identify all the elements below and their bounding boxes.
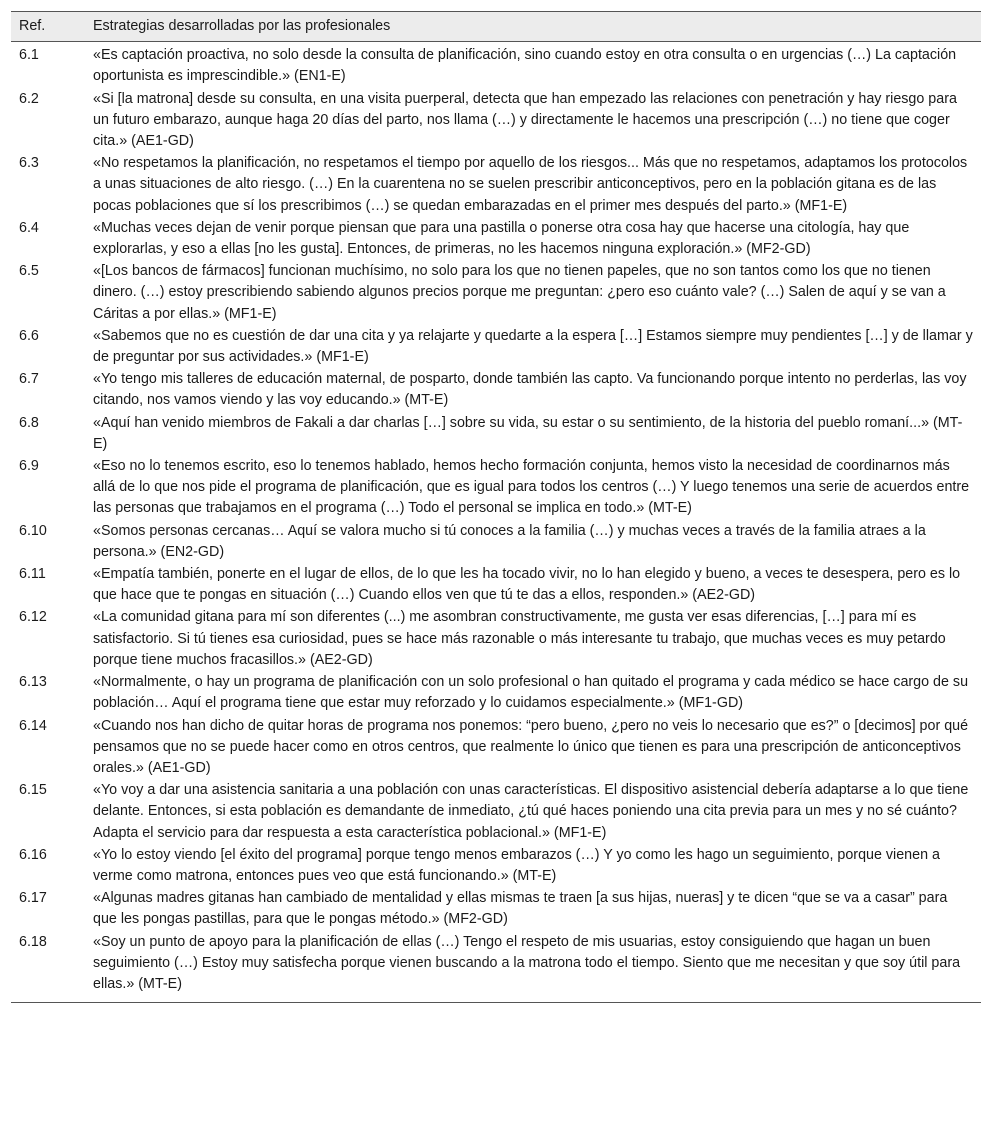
- strategies-table: [11, 11, 981, 1003]
- row-quote: «Yo voy a dar una asistencia sanitaria a una población con unas características. El dispositivo asistencial debería adaptarse a lo que tiene delante. Entonces, si esta población es demandante de inmediato, ¿tú qué haces poniendo una cita previa para un mes y no sé cuánto? Adapta el servicio para dar respuesta a esta característica poblacional.» (MF1-E): [93, 782, 969, 841]
- table-row: [11, 326, 981, 369]
- table-row: [11, 888, 981, 931]
- row-quote: «Es captación proactiva, no solo desde la consulta de planificación, sino cuando estoy en otra consulta o en urgencias (…) La captación oportunista es imprescindible.» (EN1-E): [93, 47, 957, 85]
- table-row: [11, 672, 981, 715]
- row-ref: 6.10: [19, 522, 47, 539]
- row-quote: «Aquí han venido miembros de Fakali a dar charlas […] sobre su vida, su estar o su sentimiento, de la historia del pueblo romaní...» (MT-E): [93, 414, 963, 452]
- row-ref: 6.3: [19, 155, 39, 172]
- row-ref: 6.7: [19, 371, 39, 388]
- row-quote: «No respetamos la planificación, no respetamos el tiempo por aquello de los riesgos... Más que no respetamos, adaptamos los protocolos a unas situaciones de alto riesgo. (…) En la cuarentena no se suelen prescribir anticonceptivos, pero en la población gitana es de las pocas poblaciones que sí los prescribimos (…) se quedan embarazadas en el primer mes después del parto.» (MF1-E): [93, 155, 968, 214]
- row-ref: 6.4: [19, 219, 39, 236]
- row-quote: «La comunidad gitana para mí son diferentes (...) me asombran constructivamente, me gusta ver esas diferencias, […] para mí es satisfactorio. Si tú tienes esa curiosidad, pues se hace más razonable o más interesante tu trabajo, que muchas veces es muy petardo porque tiene muchos fracasillos.» (AE2-GD): [93, 609, 946, 668]
- row-quote: «Normalmente, o hay un programa de planificación con un solo profesional o han quitado el programa y cada médico se hace cargo de su población… Aquí el programa tiene que estar muy reforzado y lo cuidamos especialmente.» (MF1-GD): [93, 674, 969, 712]
- row-ref: 6.17: [19, 890, 47, 907]
- row-ref: 6.6: [19, 327, 39, 344]
- table-body: [11, 42, 981, 1003]
- row-quote: «Muchas veces dejan de venir porque piensan que para una pastilla o ponerse otra cosa hay que hacerse una citología, hay que explorarlas, y eso a ellas [no les gusta]. Entonces, de primeras, no les hacemos ninguna exploración.» (MF2-GD): [93, 219, 910, 258]
- row-quote: «Si [la matrona] desde su consulta, en una visita puerperal, detecta que han empezado las relaciones con penetración y hay riesgo para un futuro embarazo, aunque haga 20 días del parto, nos llama (…) y directamente le hacemos una prescripción (…) no tiene que coger cita.» (AE1-GD): [93, 90, 957, 150]
- row-quote: «[Los bancos de fármacos] funcionan muchísimo, no solo para los que no tienen papeles, que no son tantos como los que no tienen dinero. (…) estoy prescribiendo sabiendo algunos precios porque me preguntan: ¿pero eso cuánto vale? (…) Salen de aquí y se van a Cáritas a por ellas.» (MF1-E): [93, 263, 946, 322]
- row-quote: «Yo lo estoy viendo [el éxito del programa] porque tengo menos embarazos (…) Y yo como les hago un seguimiento, porque vienen a verme como matrona, entonces pues veo que está funcionando.» (MT-E): [93, 846, 940, 884]
- row-ref: 6.9: [19, 458, 39, 475]
- row-ref: 6.8: [19, 414, 39, 431]
- table-row: [11, 607, 981, 672]
- row-ref: 6.5: [19, 263, 39, 280]
- table-row: [11, 845, 981, 888]
- table-row: [11, 89, 981, 154]
- row-ref: 6.16: [19, 846, 47, 863]
- row-quote: «Soy un punto de apoyo para la planificación de ellas (…) Tengo el respeto de mis usuarias, estoy consiguiendo que hagan un buen seguimiento (…) Estoy muy satisfecha porque vienen buscando a la matrona todo el tiempo. Siento que me necesitan y que soy útil para ellas.» (MT-E): [85, 932, 981, 1003]
- header-strategy: Estrategias desarrolladas por las profesionales: [85, 12, 981, 42]
- row-ref: 6.15: [19, 782, 47, 799]
- table-row: [11, 261, 981, 326]
- row-ref: 6.13: [19, 674, 47, 691]
- row-ref: 6.14: [19, 717, 47, 734]
- row-quote: «Eso no lo tenemos escrito, eso lo tenemos hablado, hemos hecho formación conjunta, hemos visto la necesidad de coordinarnos más allá de lo que nos pide el programa de planificación, que es igual para todos los centros (…) Y luego tenemos una serie de acuerdos entre las personas que trabajamos en el programa (…) Todo el personal se implica en todo.» (MT-E): [93, 458, 970, 517]
- row-quote: «Empatía también, ponerte en el lugar de ellos, de lo que les ha tocado vivir, no lo han elegido y bueno, a veces te desespera, pero es lo que hace que te pongas en situación (…) Cuando ellos ven que tú te das a ellos, responden.» (AE2-GD): [93, 566, 961, 604]
- row-quote: «Yo tengo mis talleres de educación maternal, de posparto, donde también las capto. Va funcionando porque intento no perderlas, las voy citando, nos vamos viendo y las voy educando.» (MT-E): [93, 371, 967, 409]
- table-row: [11, 413, 981, 456]
- row-ref: 6.11: [19, 566, 46, 583]
- row-quote: «Somos personas cercanas… Aquí se valora mucho si tú conoces a la familia (…) y muchas veces a través de la familia atraes a la persona.» (EN2-GD): [93, 522, 926, 560]
- table-row: [11, 153, 981, 218]
- table-header-row: [11, 12, 981, 42]
- table-row: [11, 42, 981, 89]
- row-quote: «Cuando nos han dicho de quitar horas de programa nos ponemos: “pero bueno, ¿pero no veis lo necesario que es?” o [decimos] por qué pensamos que no se puede hacer como en otros centros, que realmente lo único que tienen es para una prescripción de anticonceptivos orales.» (AE1-GD): [93, 717, 969, 776]
- table-row: [11, 369, 981, 412]
- row-quote: «Algunas madres gitanas han cambiado de mentalidad y ellas mismas te traen [a sus hijas, nueras] y te dicen “que se va a casar” para que les pongas pastillas, para que le pongas método.» (MF2-GD): [93, 890, 948, 928]
- table-row: [11, 932, 981, 1003]
- row-ref: 6.2: [19, 90, 39, 107]
- table-row: [11, 716, 981, 781]
- table-row: [11, 218, 981, 261]
- table-row: [11, 564, 981, 607]
- row-quote: «Sabemos que no es cuestión de dar una cita y ya relajarte y quedarte a la espera […] Estamos siempre muy pendientes […] y de llamar y de preguntar por sus actividades.» (MF1-E): [93, 327, 973, 366]
- table-row: [11, 521, 981, 564]
- row-ref: 6.12: [19, 609, 47, 626]
- table-row: [11, 780, 981, 845]
- header-ref: Ref.: [11, 12, 85, 42]
- row-ref: 6.1: [19, 47, 39, 64]
- row-ref: 6.18: [11, 932, 85, 1003]
- table-row: [11, 456, 981, 521]
